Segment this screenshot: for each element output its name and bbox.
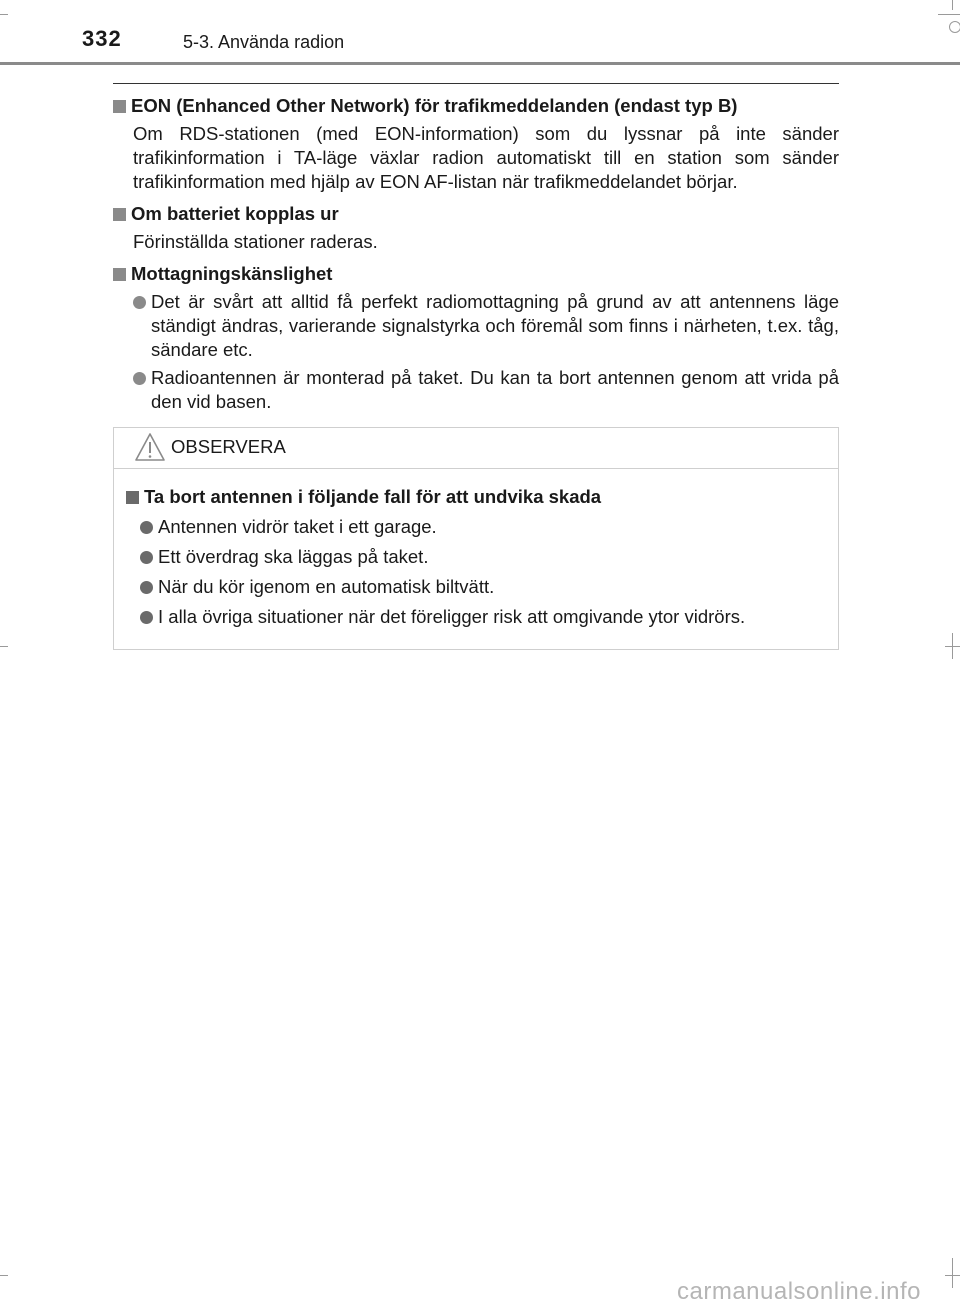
round-bullet-icon [140,611,153,624]
chapter-title: 5-3. Använda radion [183,32,345,52]
list-item: Ett överdrag ska läggas på taket. [140,545,838,569]
warning-title: Ta bort antennen i följande fall för att undvika skada [144,486,602,507]
list-item: I alla övriga situationer när det föreligger risk att omgivande ytor vidrörs. [140,605,838,629]
square-bullet-icon [126,491,139,504]
section-text: Om RDS-stationen (med EON-information) som du lyssnar på inte sänder trafikinformation i TA-läge växlar radion automatiskt till en station som sänder trafikinformation med hjälp av EON AF-listan när trafikmeddelandet börjar. [133,123,839,192]
page-number: 332 [82,26,122,51]
square-bullet-icon [113,268,126,281]
crop-mark [0,646,8,647]
crop-mark [952,1258,953,1288]
round-bullet-icon [140,551,153,564]
section-text: Förinställda stationer raderas. [133,231,378,252]
section-battery [113,202,839,254]
section-title: Mottagningskänslighet [131,263,333,284]
round-bullet-icon [133,372,146,385]
warning-box [113,427,839,650]
section-eon [113,94,839,194]
crop-mark [0,14,8,15]
warning-triangle-icon [134,432,166,462]
warning-header [114,428,838,469]
list-item: Antennen vidrör taket i ett garage. [140,515,838,539]
crop-mark [938,14,960,15]
round-bullet-icon [140,521,153,534]
crop-mark [949,21,960,33]
crop-mark [945,1275,960,1276]
square-bullet-icon [113,100,126,113]
main-content [113,83,839,422]
list-item: Radioantennen är monterad på taket. Du kan ta bort antennen genom att vrida på den vid basen. [133,366,839,414]
round-bullet-icon [140,581,153,594]
section-title: EON (Enhanced Other Network) för trafikmeddelanden (endast typ B) [131,95,738,116]
section-divider [113,83,839,84]
crop-mark [945,646,960,647]
square-bullet-icon [113,208,126,221]
warning-label: OBSERVERA [171,436,286,457]
warning-body [114,469,838,629]
crop-mark [0,1275,8,1276]
section-title: Om batteriet kopplas ur [131,203,339,224]
watermark: carmanualsonline.info [677,1278,921,1305]
crop-mark [952,0,953,10]
list-item: När du kör igenom en automatisk biltvätt. [140,575,838,599]
list-item: Det är svårt att alltid få perfekt radiomottagning på grund av att antennens läge ständigt ändras, varierande signalstyrka och föremål som finns i närheten, t.ex. tåg, sändare etc. [133,290,839,362]
header-rule [0,62,960,65]
section-reception [113,262,839,414]
round-bullet-icon [133,296,146,309]
